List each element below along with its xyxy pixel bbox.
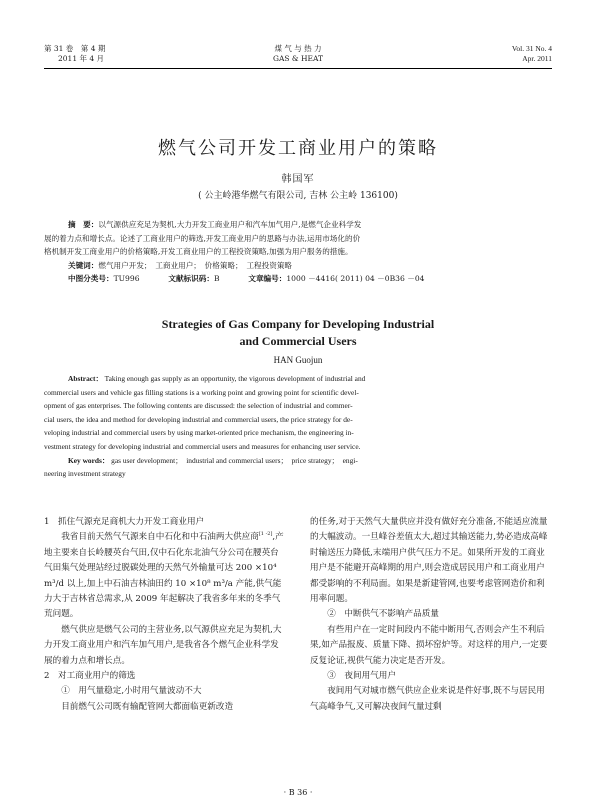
- abstract-cn-line: 格机制开发工商业用户的价格策略,开发工商业用户的工程投资策略,加强为用户服务的措施。: [44, 247, 353, 257]
- page-number: · B 36 ·: [283, 788, 313, 797]
- abstract-en-line: cial users, the idea and method for developing industrial and commercial users, the price strategy for de-: [44, 414, 353, 424]
- abstract-en-line: Abstract： Taking enough gas supply as an opportunity, the vigorous development of industrial and: [68, 374, 366, 383]
- abstract-en-line: veloping industrial and commercial users by using market-oriented price mechanism, the engineering in-: [44, 428, 354, 438]
- article-no-value: 1000 －4416( 2011) 04 －0B36 －04: [286, 274, 425, 284]
- paper-title-cn: 燃气公司开发工商业用户的策略: [158, 138, 438, 159]
- paragraph: 我省目前天然气气源来自中石化和中石油两大供应商[1 -2],产地主要来自长岭腰英台气田,仅中石化东北油气分公司在腰英台气田集气处理站经过脱碳处理的天然气外输量可达 200 ×10⁴ m³/d 以上,加上中石油吉林油田约 10 ×10⁸ m³/a 产能,供气能力大于吉林省总需求,从 2009 年起解决了我省多年来的冬季气荒问题。: [44, 531, 284, 620]
- paragraph: 夜间用气对城市燃气供应企业来说是件好事,既不与居民用气高峰争气,又可解决夜间气量过剩: [310, 686, 545, 712]
- doc-code-value: B: [213, 274, 220, 284]
- paragraph: 的任务,对于天然气大量供应并没有做好充分准备,不能适应流量的大幅波动。一旦峰谷差值太大,超过其输送能力,势必造成高峰时输送压力降低,末端用户供气压力不足。如果所开发的工商业用户是不能避开高峰期的用户,则会造成居民用户和工商业用户都受影响的不利局面。如果是新建管网,也要考虑管网造价和利用率问题。: [310, 517, 548, 605]
- journal-name-cn: 煤 气 与 热 力: [274, 44, 322, 53]
- body-left-column: [44, 515, 286, 715]
- abstract-en-line: opment of gas enterprises. The following contents are discussed: the selection of industrial and commer-: [44, 401, 353, 411]
- section-heading-1: 1 抓住气源充足商机大力开发工商业用户: [44, 517, 205, 527]
- keywords-en-label: Key words：: [68, 455, 110, 465]
- citation-ref: [1 -2]: [258, 531, 273, 538]
- subheading-1: ① 用气量稳定,小时用气量波动不大: [61, 686, 202, 697]
- abstract-cn-label: 摘 要：: [68, 220, 99, 229]
- keywords-cn: 关键词：燃气用户开发； 工商业用户； 价格策略； 工程投资策略: [68, 260, 293, 270]
- journal-name-en: GAS & HEAT: [272, 54, 323, 63]
- keywords-en-line2: neering investment strategy: [44, 469, 126, 479]
- abstract-en-line: commercial users and vehicle gas filling stations is a working point and growing point for scientific devel-: [44, 387, 359, 397]
- subheading-3: ③ 夜间用气用户: [327, 671, 396, 682]
- journal-volume-en: [512, 44, 552, 64]
- author-cn: 韩国军: [281, 174, 315, 185]
- section-heading-2: 2 对工商业用户的筛选: [44, 671, 136, 682]
- paragraph: 有些用户在一定时间段内不能中断用气,否则会产生不利后果,如产品报废、质量下降、损坏窑炉等。对这样的用户,一定要反复论证,视供气能力决定是否开发。: [310, 624, 548, 666]
- header-rule: [44, 68, 552, 69]
- affiliation-cn: ( 公主岭港华燃气有限公司, 吉林 公主岭 136100): [198, 191, 398, 201]
- issue-date: 2011 年 4 月: [58, 54, 105, 63]
- paragraph: 目前燃气公司既有输配管网大都面临更新改造: [61, 701, 234, 712]
- classification-line: [44, 272, 552, 286]
- clc-label: 中图分类号：: [68, 274, 114, 284]
- keywords-cn-label: 关键词：: [68, 260, 99, 270]
- keywords-en: Key words： gas user development； industrial and commercial users； price strategy； engi-: [68, 455, 358, 465]
- abstract-en-label: Abstract：: [68, 374, 103, 383]
- subheading-2: ② 中断供气不影响产品质量: [327, 609, 439, 620]
- paragraph: 燃气供应是燃气公司的主营业务,以气源供应充足为契机,大力开发工商业用户和汽车加气用户,是我省各个燃气企业科学发展的着力点和增长点。: [44, 624, 282, 666]
- body-right-column: [310, 515, 552, 715]
- paper-title-en-line1: Strategies of Gas Company for Developing Industrial: [161, 317, 435, 331]
- issue-date-en: Apr. 2011: [522, 54, 552, 63]
- doc-code-label: 文献标识码：: [168, 274, 214, 284]
- paper-title-en: [0, 316, 596, 350]
- abstract-en-line: vestment strategy for developing industrial and commercial users and measures for enhancing user service.: [44, 441, 361, 451]
- volume-issue-en: Vol. 31 No. 4: [511, 44, 552, 53]
- clc-value: TU996: [113, 274, 140, 284]
- paper-title-en-line2: and Commercial Users: [239, 334, 357, 348]
- author-en: HAN Guojun: [273, 355, 323, 365]
- article-no-label: 文章编号：: [248, 274, 287, 284]
- volume-issue: 第 31 卷 第 4 期: [44, 44, 106, 53]
- abstract-en: [44, 372, 552, 481]
- abstract-cn-line: 摘 要：以气源供应充足为契机,大力开发工商业用户和汽车加气用户,是燃气企业科学发: [68, 220, 362, 229]
- abstract-cn-line: 展的着力点和增长点。论述了工商业用户的筛选,开发工商业用户的思路与办法,运用市场化的价: [44, 233, 361, 243]
- abstract-cn: [44, 218, 552, 286]
- journal-name: [0, 44, 596, 64]
